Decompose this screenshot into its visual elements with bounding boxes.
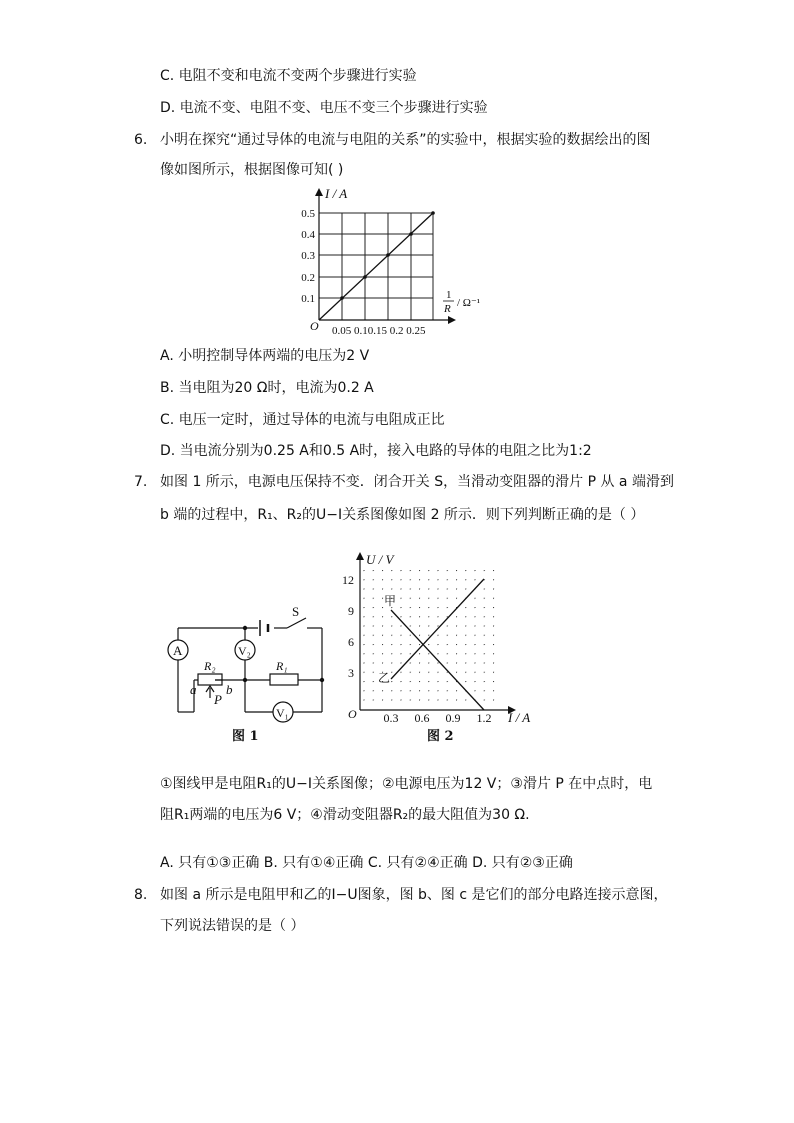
q7-x-tick: 0.9: [445, 711, 461, 725]
q6-y-axis-label: I / A: [325, 186, 348, 201]
voltmeter1-label: V₁: [276, 706, 289, 720]
q7-y-tick: 6: [348, 635, 354, 649]
q7-y-tick: 3: [348, 666, 354, 680]
q6-option-a: A. 小明控制导体两端的电压为2 V: [160, 348, 370, 364]
end-b-label: b: [226, 682, 233, 697]
q7-options: A. 只有①③正确 B. 只有①④正确 C. 只有②④正确 D. 只有②③正确: [160, 855, 573, 871]
voltmeter2-label: V₂: [238, 644, 251, 658]
question-7-stem-line2: b 端的过程中，R₁、R₂的U−I关系图像如图 2 所示．则下列判断正确的是（ ）: [160, 507, 645, 523]
q7-y-axis-label: U / V: [366, 552, 394, 567]
q7-statement-line2: 阻R₁两端的电压为6 V；④滑动变阻器R₂的最大阻值为30 Ω.: [160, 807, 530, 823]
q6-y-arrow: [315, 188, 323, 196]
q6-data-point: [386, 253, 390, 257]
q7-x-tick: 0.6: [414, 711, 430, 725]
q6-data-line: [319, 213, 433, 320]
q7-x-tick: 1.2: [476, 711, 492, 725]
ammeter-label: A: [173, 643, 183, 658]
q7-y-tick: 12: [342, 573, 354, 587]
q6-data-point: [363, 275, 367, 279]
q6-y-tick: 0.1: [301, 293, 315, 305]
q6-x-axis-unit: / Ω⁻¹: [457, 297, 481, 309]
question-6-stem-line2: 像如图所示，根据图像可知( ): [160, 162, 344, 178]
line-jia-label: 甲: [384, 594, 397, 608]
q7-x-axis-label: I / A: [508, 710, 531, 725]
q5-option-c: C. 电阻不变和电流不变两个步骤进行实验: [160, 68, 417, 84]
r2-label: R₂: [204, 659, 216, 673]
figure-2-caption: 图 2: [427, 729, 454, 744]
line-yi-label: 乙: [378, 671, 391, 685]
q6-current-vs-inverse-resistance-graph: [300, 184, 500, 340]
q7-voltage-current-graph: [340, 548, 540, 728]
q6-data-point: [340, 296, 344, 300]
q6-data-point: [409, 232, 413, 236]
q6-option-c: C. 电压一定时，通过导体的电流与电阻成正比: [160, 412, 445, 428]
question-6-number: 6.: [134, 132, 148, 148]
figure-1-caption: 图 1: [232, 729, 259, 744]
switch-label: S: [292, 604, 300, 619]
q5-option-d: D. 电流不变、电阻不变、电压不变三个步骤进行实验: [160, 100, 488, 116]
q7-x-tick: 0.3: [383, 711, 399, 725]
q6-y-tick: 0.2: [301, 272, 315, 284]
resistor-r1: [270, 674, 298, 685]
q6-x-axis-fraction-num: 1: [446, 289, 452, 301]
question-6-stem-line1: 小明在探究“通过导体的电流与电阻的关系”的实验中，根据实验的数据绘出的图: [160, 132, 651, 148]
q6-data-point: [431, 211, 435, 215]
q6-y-tick: 0.5: [301, 208, 315, 220]
q6-x-arrow: [448, 316, 456, 324]
end-a-label: a: [190, 682, 197, 697]
slider-arrow-icon: [206, 686, 214, 698]
question-7-number: 7.: [134, 474, 148, 490]
q6-option-d: D. 当电流分别为0.25 A和0.5 A时，接入电路的导体的电阻之比为1:2: [160, 443, 592, 459]
q6-x-ticks: 0.05 0.10.15 0.2 0.25: [332, 325, 426, 337]
q7-origin-label: O: [348, 707, 357, 721]
q6-y-tick: 0.4: [301, 229, 315, 241]
q6-option-b: B. 当电阻为20 Ω时，电流为0.2 A: [160, 380, 374, 396]
q6-y-tick: 0.3: [301, 250, 315, 262]
q7-statement-line1: ①图线甲是电阻R₁的U−I关系图像；②电源电压为12 V；③滑片 P 在中点时，电: [160, 776, 653, 792]
q6-origin-label: O: [310, 319, 319, 333]
question-8-number: 8.: [134, 887, 148, 903]
q7-y-tick: 9: [348, 604, 354, 618]
question-8-stem-line2: 下列说法错误的是（ ）: [160, 918, 305, 934]
slider-label: P: [214, 692, 222, 707]
question-8-stem-line1: 如图 a 所示是电阻甲和乙的I−U图象，图 b、图 c 是它们的部分电路连接示意图，: [160, 887, 668, 903]
question-7-stem-line1: 如图 1 所示，电源电压保持不变．闭合开关 S，当滑动变阻器的滑片 P 从 a 端滑到: [160, 474, 674, 490]
q6-x-axis-fraction-den: R: [444, 303, 451, 315]
r1-label: R₁: [276, 659, 288, 673]
